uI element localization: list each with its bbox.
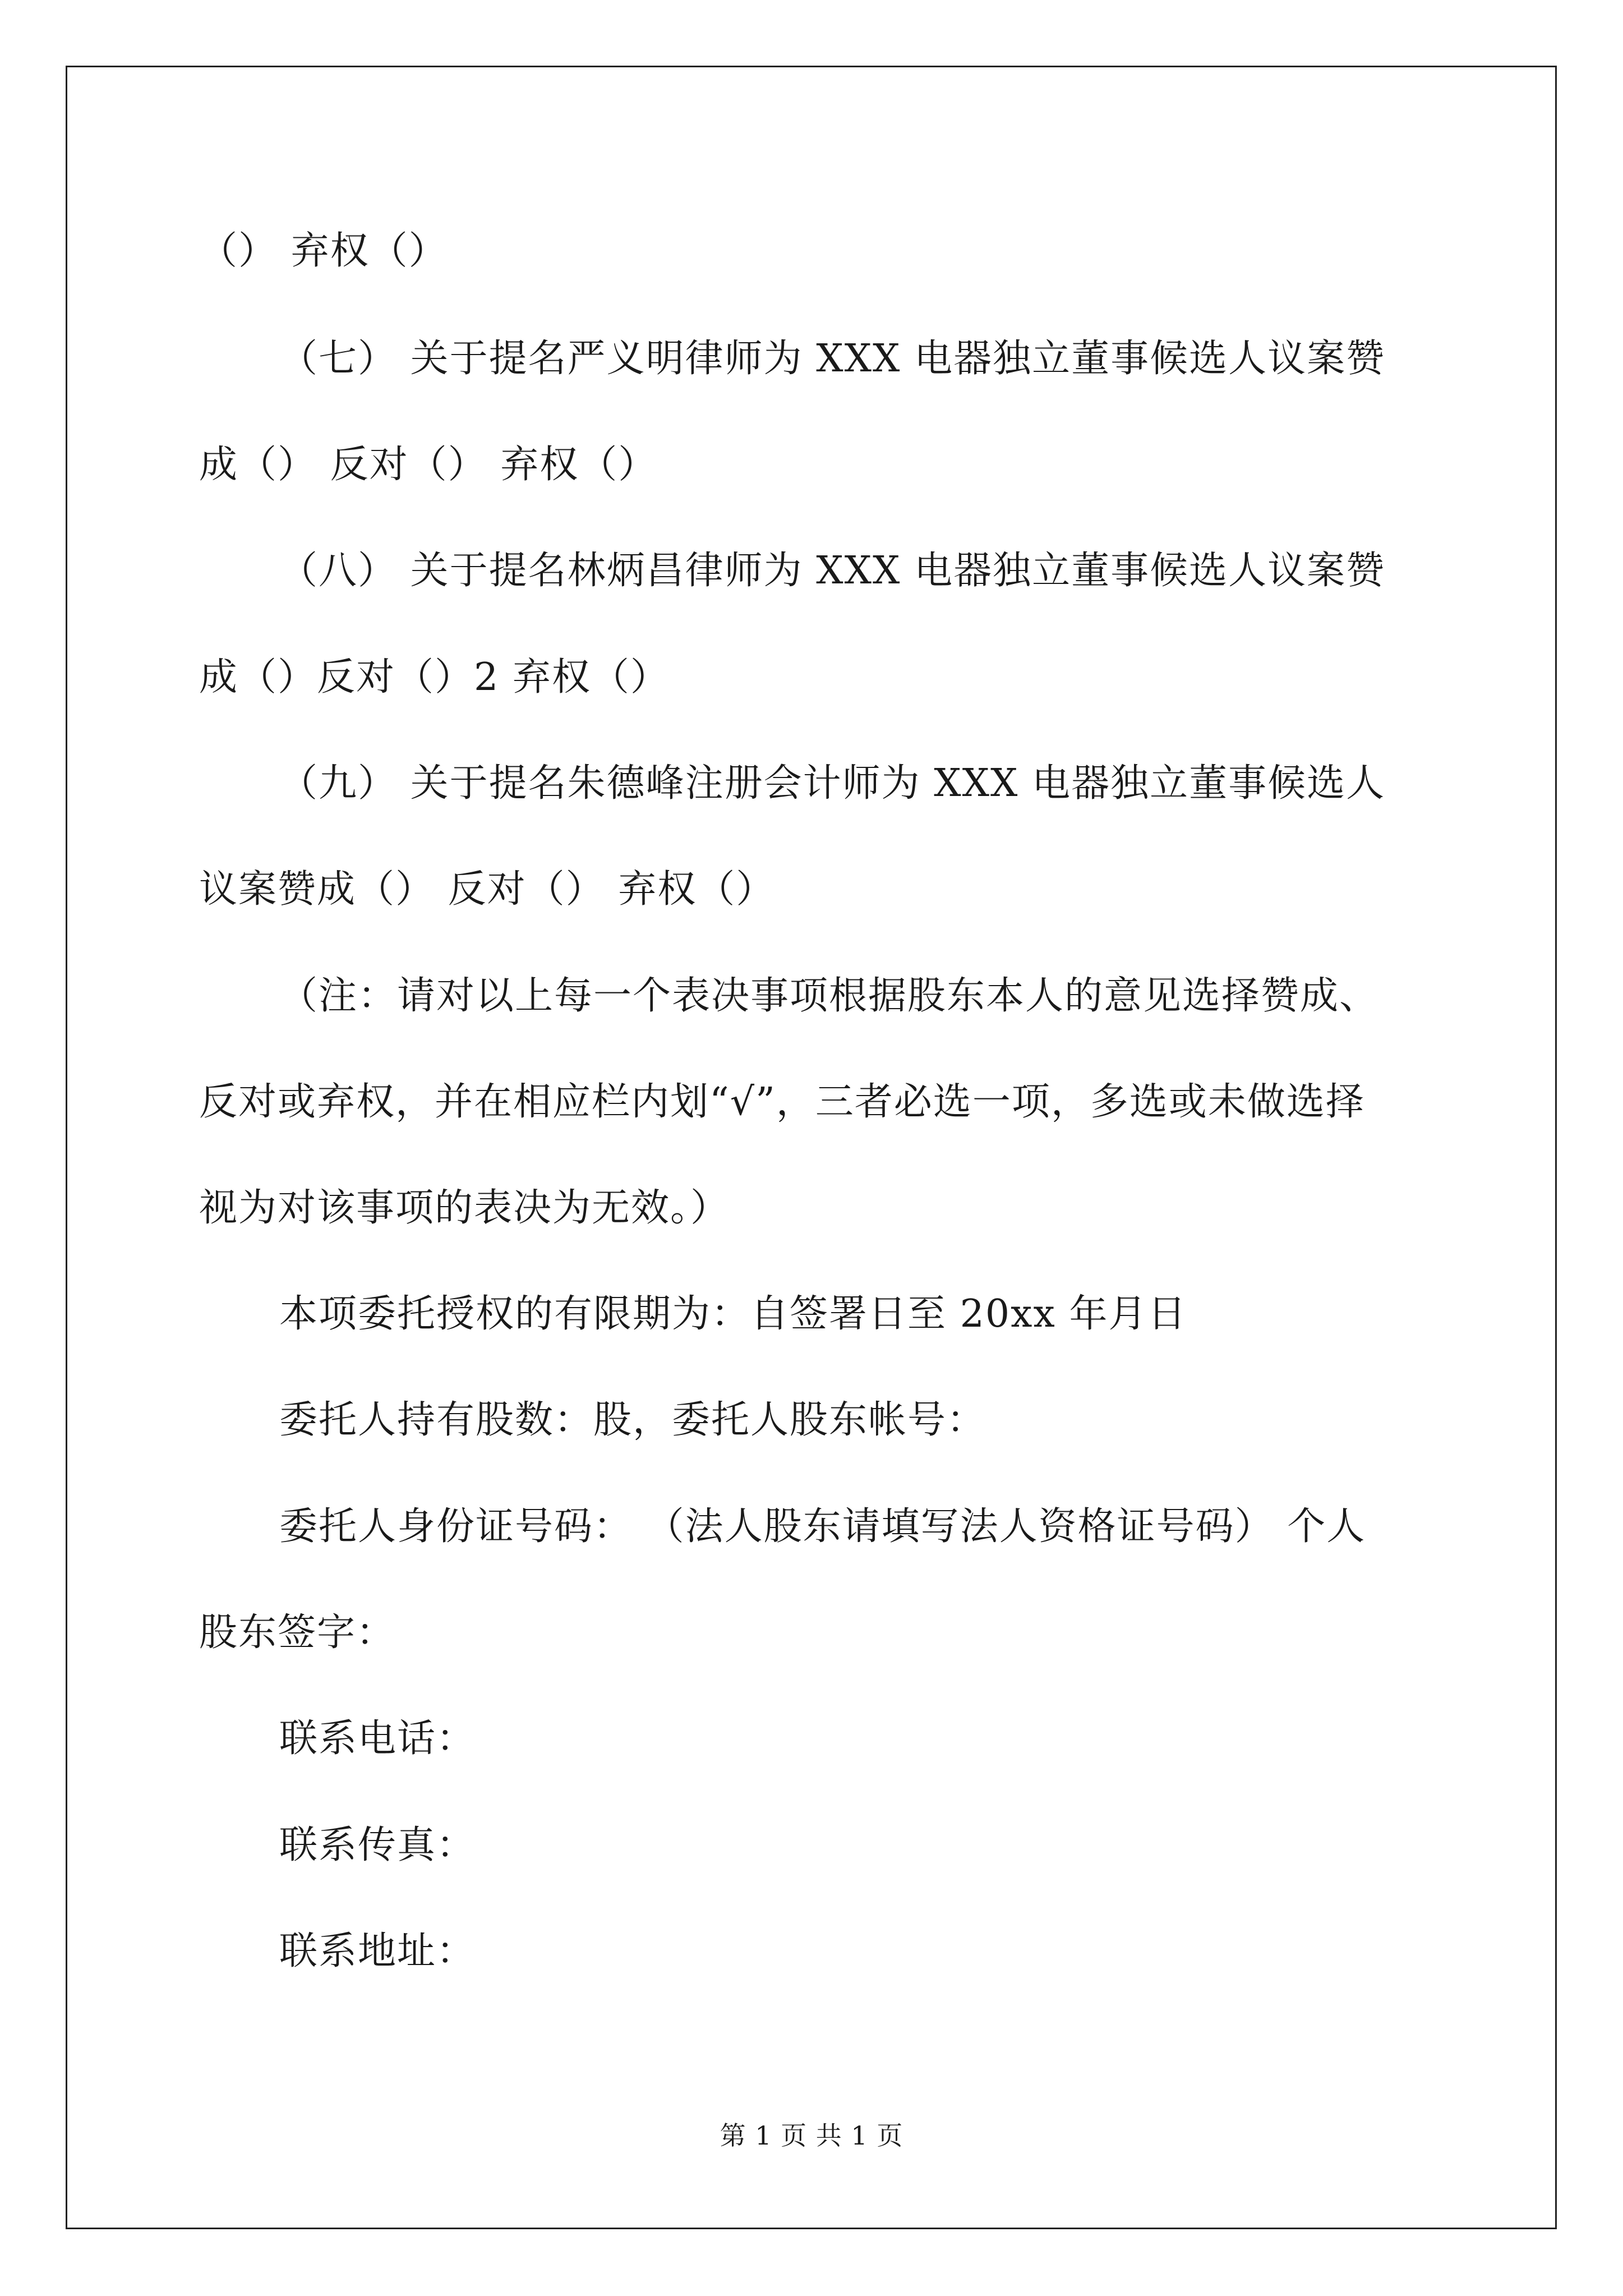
text-line-13: 委托人身份证号码： （法人股东请填写法人资格证号码） 个人 (279, 1504, 1366, 1549)
text-line-6: （九） 关于提名朱德峰注册会计师为 XXX 电器独立董事候选人 (279, 761, 1386, 806)
text-line-14: 股东签字： (199, 1611, 396, 1655)
text-line-15: 联系电话： (279, 1717, 476, 1761)
text-line-10: 视为对该事项的表决为无效。） (199, 1186, 730, 1230)
text-line-1: （） 弃权（） (199, 229, 448, 273)
page-number-footer: 第 1 页 共 1 页 (720, 2120, 903, 2151)
text-line-4: （八） 关于提名林炳昌律师为 XXX 电器独立董事候选人议案赞 (279, 549, 1386, 593)
page-border (66, 66, 1557, 2229)
text-line-2: （七） 关于提名严义明律师为 XXX 电器独立董事候选人议案赞 (279, 337, 1386, 381)
text-line-7: 议案赞成（） 反对（） 弃权（） (199, 867, 776, 912)
text-line-8: （注：请对以上每一个表决事项根据股东本人的意见选择赞成、 (279, 974, 1379, 1018)
text-line-17: 联系地址： (279, 1929, 476, 1973)
text-line-11: 本项委托授权的有限期为：自签署日至 20xx 年月日 (279, 1292, 1187, 1336)
text-line-3: 成（） 反对（） 弃权（） (199, 443, 658, 487)
text-line-12: 委托人持有股数：股，委托人股东帐号： (279, 1398, 986, 1442)
text-line-16: 联系传真： (279, 1823, 476, 1867)
text-line-5: 成（）反对（）2 弃权（） (199, 655, 670, 700)
text-line-9: 反对或弃权，并在相应栏内划“√”，三者必选一项，多选或未做选择 (199, 1080, 1365, 1124)
